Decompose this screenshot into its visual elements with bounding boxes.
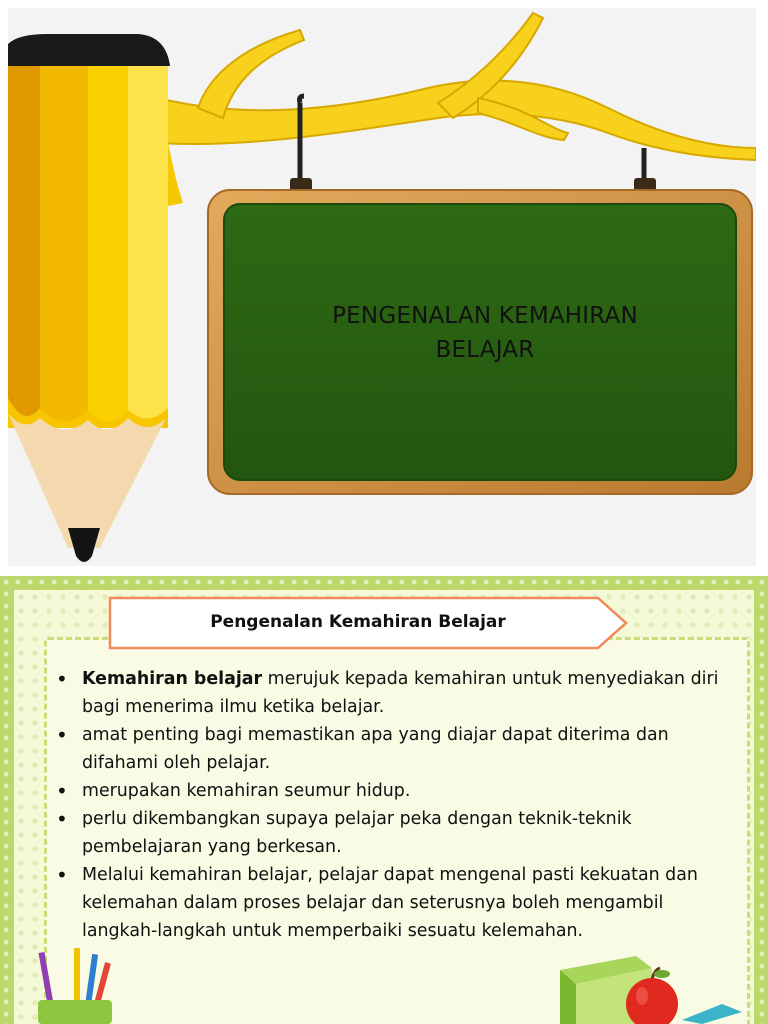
bullet-text: perlu dikembangkan supaya pelajar peka dengan teknik-teknik pembelajaran yang berkesan.	[82, 809, 632, 857]
apple-icon	[618, 966, 688, 1024]
chalkboard-text-area	[230, 203, 740, 468]
pencil-cup-icon	[36, 944, 126, 1024]
bullet-text: merujuk kepada kemahiran untuk menyediakan diri bagi menerima ilmu ketika belajar.	[82, 669, 719, 717]
slide-title: PENGENALAN KEMAHIRAN BELAJAR	[332, 302, 638, 363]
notebook-icon	[682, 1000, 742, 1024]
bullet-list	[55, 665, 723, 945]
list-item	[55, 777, 723, 805]
bullet-text: Melalui kemahiran belajar, pelajar dapat mengenal pasti kekuatan dan kelemahan dalam proses belajar dan seterusnya boleh mengambil langkah-langkah untuk memperbaiki sesuatu kelemahan.	[82, 865, 698, 941]
slide-heading: Pengenalan Kemahiran Belajar	[210, 612, 506, 632]
list-item	[55, 665, 723, 721]
list-item	[55, 861, 723, 945]
bullet-text: amat penting bagi memastikan apa yang diajar dapat diterima dan difahami oleh pelajar.	[82, 725, 669, 773]
bullet-bold-term: Kemahiran belajar	[82, 669, 263, 689]
bullet-text: merupakan kemahiran seumur hidup.	[82, 781, 411, 801]
list-item	[55, 721, 723, 777]
list-item	[55, 805, 723, 861]
title-slide	[8, 8, 756, 566]
